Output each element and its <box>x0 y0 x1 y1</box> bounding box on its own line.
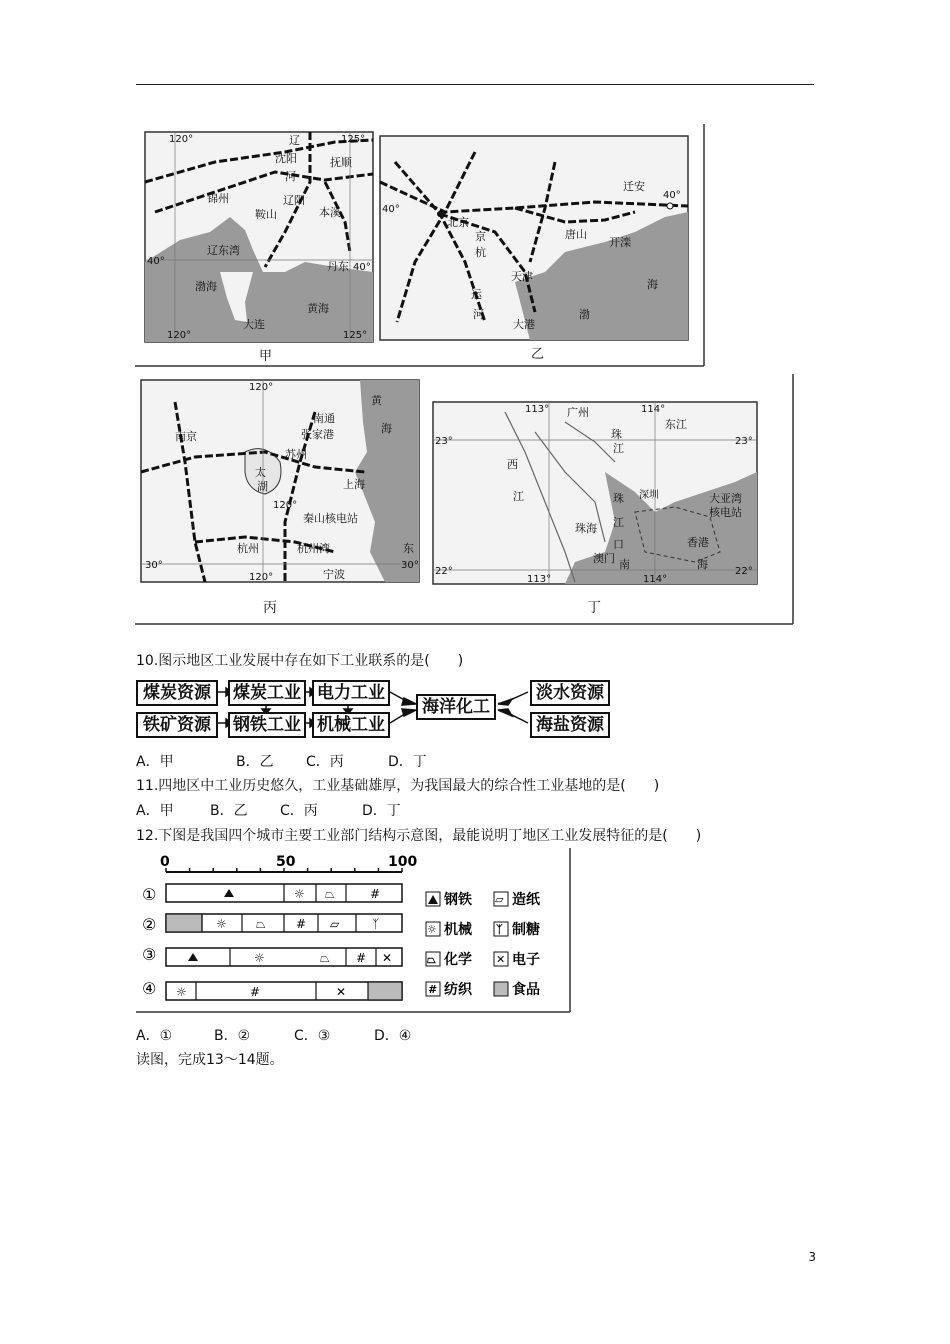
svg-text:#: # <box>296 917 307 931</box>
map-ding-label-hai: 海 <box>697 558 708 571</box>
map-ding-label-xi: 西 <box>507 458 518 471</box>
map-ding-label-lat23-right: 23° <box>735 436 753 447</box>
intro-text: 读图，完成13～14题。 <box>136 1052 284 1068</box>
svg-text:#: # <box>370 887 381 901</box>
map-yi-label-qianan: 迁安 <box>623 180 645 193</box>
legend-paper: 造纸 <box>512 892 540 908</box>
map-ding-label-lat22-right: 22° <box>735 566 753 577</box>
q11-text: 11.四地区中工业历史悠久，工业基础雄厚，为我国最大的综合性工业基地的是( ) <box>136 778 660 794</box>
map-ding-label-jiang3: 江 <box>613 516 624 529</box>
map-ding-label-aomen: 澳门 <box>593 552 615 565</box>
map-bing-label-hangzhouwan: 杭州湾 <box>297 542 330 555</box>
map-jia-label-liaoyang: 辽阳 <box>283 194 305 207</box>
legend-textile: 纺织 <box>444 982 472 998</box>
q10-option-b[interactable]: B．乙 <box>236 754 274 770</box>
flow-steel-industry: 钢铁工业 <box>228 712 306 738</box>
map-jia-label-lon120-bot: 120° <box>167 330 192 341</box>
legend-machinery: 机械 <box>444 922 472 938</box>
q12-option-c[interactable]: C．③ <box>294 1028 331 1044</box>
map-yi-label-he: 河 <box>473 308 484 321</box>
legend-food: 食品 <box>512 982 540 998</box>
map-bing-label-lon120-top: 120° <box>249 382 274 393</box>
map-yi-label-hang: 杭 <box>475 246 486 259</box>
chart-row-label-2: ② <box>142 915 157 934</box>
map-bing-label-hangzhou: 杭州 <box>237 542 259 555</box>
map-ding-label-jiang2: 江 <box>513 490 524 503</box>
map-ding-label-lon113-bot: 113° <box>527 574 552 585</box>
map-ding-label-hedianzhan: 核电站 <box>709 506 742 519</box>
map-yi-label-kailuan: 开滦 <box>609 236 631 249</box>
q12-structure-chart <box>136 848 576 1014</box>
flow-fresh-water: 淡水资源 <box>530 680 610 706</box>
map-yi-label-lat40-right: 40° <box>663 190 681 201</box>
page-number: 3 <box>808 1250 816 1264</box>
map-ding-label-kou: 口 <box>613 538 624 551</box>
svg-text:#: # <box>250 985 261 999</box>
map-ding-label-lat22-left: 22° <box>435 566 453 577</box>
svg-text:#: # <box>428 983 436 996</box>
map-bing-label-nantong: 南通 <box>313 412 335 425</box>
map-ding-label-shenzhen: 深圳 <box>639 490 659 501</box>
map-ding-label-lon113-top: 113° <box>525 404 550 415</box>
flow-power-industry: 电力工业 <box>312 680 390 706</box>
map-jia-label-benxi: 本溪 <box>319 206 341 219</box>
svg-text:☼: ☼ <box>216 917 227 931</box>
map-ding-label-zhu: 珠 <box>611 428 622 441</box>
map-bing-label-suzhou: 苏州 <box>285 448 307 461</box>
map-bing-label-nanjing: 南京 <box>175 430 197 443</box>
svg-text:✕: ✕ <box>496 953 506 966</box>
map-jia-label-lon125-top: 125° <box>341 134 366 145</box>
map-jia-label-anshan: 鞍山 <box>255 208 277 221</box>
map-jia-label-liao: 辽 <box>289 134 300 147</box>
map-bing-label-hai: 海 <box>381 422 392 435</box>
map-figure <box>135 122 795 626</box>
legend-electronics: 电子 <box>512 952 540 968</box>
map-ding-label-xianggang: 香港 <box>687 536 709 549</box>
map-yi-label-dagang: 大港 <box>513 318 535 331</box>
q12-option-a[interactable]: A．① <box>136 1028 173 1044</box>
svg-text:#: # <box>356 951 367 965</box>
svg-text:⏢: ⏢ <box>427 953 436 966</box>
q10-option-c[interactable]: C．丙 <box>306 754 344 770</box>
svg-text:☼: ☼ <box>427 923 437 936</box>
map-bing-label-lon120-mid: 120° <box>273 500 298 511</box>
svg-text:✕: ✕ <box>382 951 393 965</box>
q10-flowchart <box>136 676 616 740</box>
map-ding-label-guangzhou: 广州 <box>567 406 589 419</box>
map-bing-caption: 丙 <box>263 600 277 616</box>
map-yi-label-tangshan: 唐山 <box>565 228 587 241</box>
q11-option-c[interactable]: C．丙 <box>280 803 318 819</box>
legend-steel: 钢铁 <box>444 892 472 908</box>
map-ding-caption: 丁 <box>587 600 601 616</box>
map-jia-label-dalian: 大连 <box>243 318 265 331</box>
map-bing-label-lat30-right: 30° <box>401 560 419 571</box>
map-yi-label-yun: 运 <box>471 288 482 301</box>
flow-coal-resource: 煤炭资源 <box>136 680 218 706</box>
svg-text:✕: ✕ <box>336 985 347 999</box>
q10-text: 10.图示地区工业发展中存在如下工业联系的是( ) <box>136 653 464 669</box>
map-bing <box>141 380 419 616</box>
q10-option-a[interactable]: A．甲 <box>136 754 174 770</box>
svg-text:⏢: ⏢ <box>325 887 335 901</box>
map-jia-label-liaodongwan: 辽东湾 <box>207 244 240 257</box>
map-yi-label-tianjin: 天津 <box>511 270 533 283</box>
svg-text:▱: ▱ <box>330 917 340 931</box>
map-bing-label-dong: 东 <box>403 542 414 555</box>
map-bing-label-zhangjiagang: 张家港 <box>301 428 334 441</box>
map-jia-label-lat40-right: 40° <box>353 262 371 273</box>
map-bing-label-qinshan: 秦山核电站 <box>303 512 358 525</box>
chart-axis-50: 50 <box>276 854 296 870</box>
map-jia-label-he: 河 <box>285 170 296 183</box>
map-bing-label-ningbo: 宁波 <box>323 568 345 581</box>
legend-chemical: 化学 <box>444 952 472 968</box>
q11-option-b[interactable]: B．乙 <box>210 803 248 819</box>
svg-text:☼: ☼ <box>176 985 187 999</box>
map-jia-label-bohai: 渤海 <box>195 280 217 293</box>
map-ding-label-nan: 南 <box>619 558 630 571</box>
map-jia-label-dandong: 丹东 <box>327 260 349 273</box>
map-yi-label-jing: 京 <box>475 230 486 243</box>
svg-text:▱: ▱ <box>495 893 504 906</box>
map-yi <box>380 136 688 362</box>
svg-text:⏢: ⏢ <box>320 951 330 965</box>
q12-option-d[interactable]: D．④ <box>374 1028 412 1044</box>
map-yi-label-bo: 渤 <box>579 308 590 321</box>
q10-option-d[interactable]: D．丁 <box>388 754 427 770</box>
svg-text:⏢: ⏢ <box>256 917 266 931</box>
map-jia-caption: 甲 <box>259 349 273 364</box>
chart-axis-100: 100 <box>388 854 418 870</box>
map-jia-label-fushun: 抚顺 <box>330 156 352 169</box>
map-bing-label-lon120-bot: 120° <box>249 572 274 583</box>
map-ding <box>433 402 757 616</box>
chart-row-label-4: ④ <box>142 979 157 998</box>
map-jia-label-lon120-top: 120° <box>169 134 194 145</box>
flow-iron-resource: 铁矿资源 <box>136 712 218 738</box>
map-ding-label-lon114-top: 114° <box>641 404 666 415</box>
header-rule <box>136 84 814 85</box>
map-yi-label-beijing: 北京 <box>447 216 469 229</box>
svg-text:ᛉ: ᛉ <box>372 917 380 931</box>
map-bing-label-huang: 黄 <box>371 394 382 407</box>
map-jia-label-huanghai: 黄海 <box>307 302 329 315</box>
map-jia-label-lon125-bot: 125° <box>343 330 368 341</box>
map-jia-label-shenyang: 沈阳 <box>275 152 297 165</box>
map-bing-label-lat30-left: 30° <box>145 560 163 571</box>
flow-coal-industry: 煤炭工业 <box>228 680 306 706</box>
q12-text: 12.下图是我国四个城市主要工业部门结构示意图，最能说明丁地区工业发展特征的是( ) <box>136 828 702 844</box>
svg-text:ᛉ: ᛉ <box>496 923 503 936</box>
map-yi-label-hai: 海 <box>647 278 658 291</box>
map-bing-label-shanghai: 上海 <box>343 478 365 491</box>
svg-text:☼: ☼ <box>294 887 305 901</box>
svg-text:☼: ☼ <box>254 951 265 965</box>
map-jia-label-lat40-left: 40° <box>147 256 165 267</box>
map-jia-label-jinzhou: 锦州 <box>207 192 229 205</box>
map-bing-label-hu: 湖 <box>257 480 268 493</box>
map-ding-label-dayawan: 大亚湾 <box>709 492 742 505</box>
map-jia <box>145 132 373 364</box>
q11-option-a[interactable]: A．甲 <box>136 803 174 819</box>
map-ding-label-zhuhai: 珠海 <box>575 522 597 535</box>
map-ding-label-lat23-left: 23° <box>435 436 453 447</box>
map-ding-label-lon114-bot: 114° <box>643 574 668 585</box>
map-ding-label-zhu2: 珠 <box>613 492 624 505</box>
chart-row-label-3: ③ <box>142 945 157 964</box>
q11-option-d[interactable]: D．丁 <box>362 803 401 819</box>
flow-marine-chemical: 海洋化工 <box>416 694 496 720</box>
flow-sea-salt: 海盐资源 <box>530 712 610 738</box>
map-yi-caption: 乙 <box>531 347 545 362</box>
flow-machine-industry: 机械工业 <box>312 712 390 738</box>
map-yi-label-lat40-left: 40° <box>382 204 400 215</box>
chart-row-label-1: ① <box>142 885 157 904</box>
q12-option-b[interactable]: B．② <box>214 1028 251 1044</box>
map-ding-label-jiang: 江 <box>613 442 624 455</box>
legend-sugar: 制糖 <box>512 922 540 938</box>
chart-axis-0: 0 <box>160 854 170 870</box>
map-ding-label-dongjiang: 东江 <box>665 418 687 431</box>
map-bing-label-tai: 太 <box>255 466 266 479</box>
